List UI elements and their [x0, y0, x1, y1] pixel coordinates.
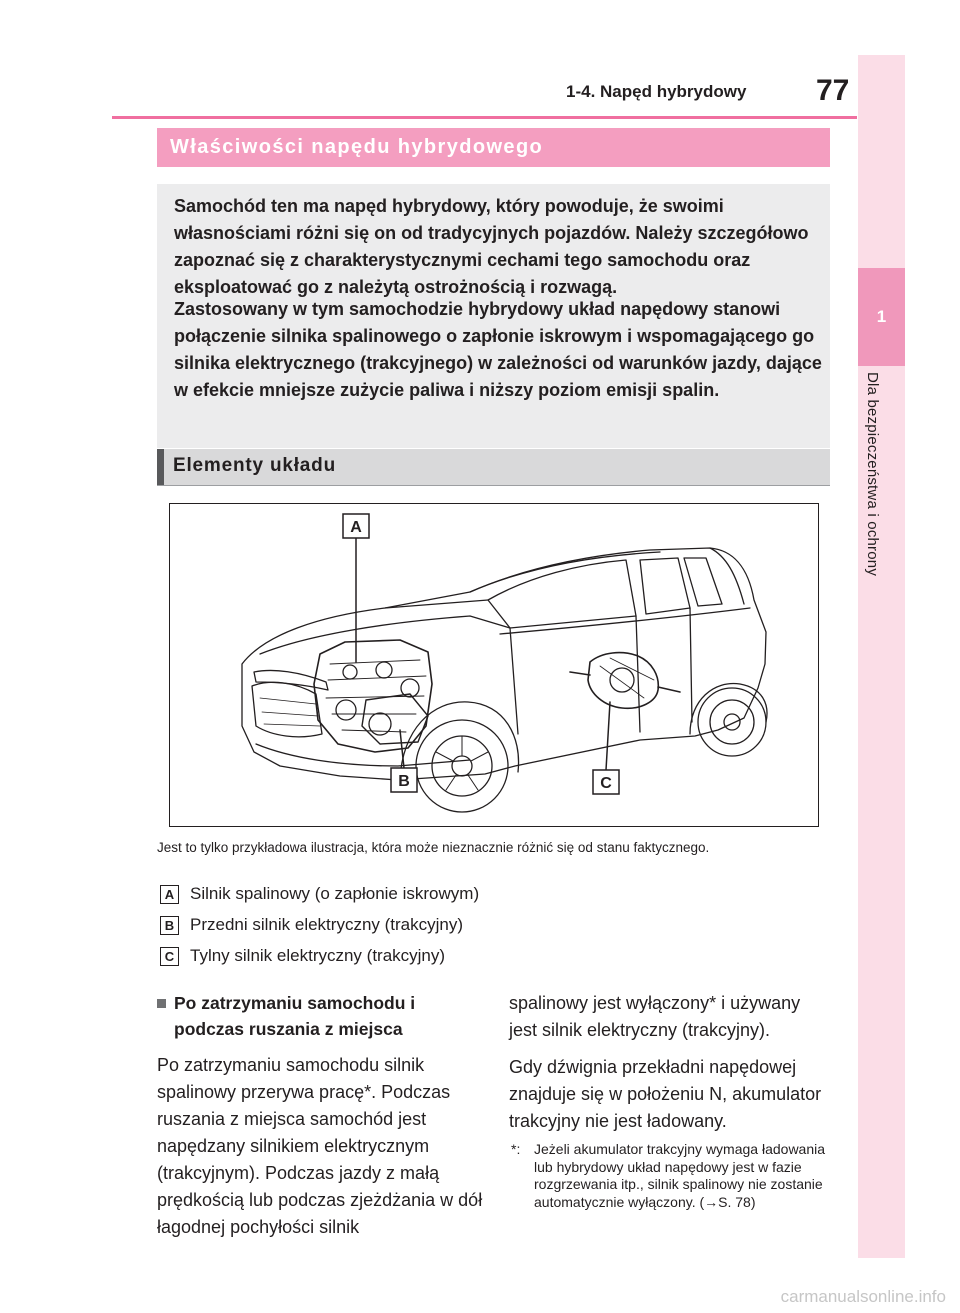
- callout-c-leader: [606, 702, 610, 770]
- callout-a: A: [350, 519, 362, 536]
- section-header: 1-4. Napęd hybrydowy: [566, 82, 747, 101]
- subsection-title: Elementy układu: [173, 455, 336, 476]
- side-windows: [488, 558, 722, 628]
- header-rule: [112, 116, 857, 119]
- legend-text-b: Przedni silnik elektryczny (trakcyjny): [190, 915, 464, 934]
- bullet-square-icon: [157, 999, 166, 1008]
- body-heading-text: Po zatrzymaniu samochodu i podczas ruszania z miejsca: [174, 993, 416, 1039]
- footnote-marker: *:: [511, 1141, 521, 1157]
- side-tab-strip: [858, 55, 905, 1258]
- hood-line: [260, 600, 510, 654]
- intro-paragraph-1: Samochód ten ma napęd hybrydowy, który powoduje, że swoimi własnościami różni się on od tradycyjnych pojazdów. Należy szczegółowo zapoznać się z charakterystycznymi cechami tego samochodu oraz eksploatować go z należytą ostrożnością i rozwagą.: [174, 196, 809, 297]
- body-heading: [157, 990, 487, 1042]
- illustration-caption: Jest to tylko przykładowa ilustracja, która może nieznacznie różnić się od stanu faktycznego.: [157, 840, 710, 855]
- body-right-column: [509, 990, 829, 1211]
- callout-b: B: [398, 773, 410, 790]
- rear-motor: [588, 653, 658, 709]
- legend-key-b: B: [160, 916, 179, 935]
- body-paragraph-1: Po zatrzymaniu samochodu silnik spalinowy przerywa pracę*. Podczas ruszania z miejsca samochód jest napędzany silnikiem elektrycznym (trakcyjnym). Podczas jazdy z małą prędkością lub podczas zjeżdżania w dół łagodnej pochyłości silnik: [157, 1055, 483, 1237]
- watermark-footer: carmanualsonline.info: [780, 1287, 946, 1306]
- legend-text-c: Tylny silnik elektryczny (trakcyjny): [190, 946, 446, 965]
- subsection-accent: [157, 449, 164, 485]
- chapter-tab[interactable]: 1: [858, 268, 905, 366]
- beltline: [500, 608, 750, 634]
- page-number: 77: [816, 74, 850, 107]
- rear-axle: [570, 672, 680, 692]
- footnote: [509, 1141, 829, 1211]
- callout-c: C: [600, 775, 612, 792]
- section-title: Właściwości napędu hybrydowego: [170, 136, 544, 158]
- intro-paragraph-2: Zastosowany w tym samochodzie hybrydowy układ napędowy stanowi połączenie silnika spalinowego o zapłonie iskrowym i wspomagającego go silnika elektrycznego (trakcyjnego) w zależności od warunków jazdy, dające w efekcie mniejsze zużycie paliwa i niższy poziom emisji spalin.: [174, 299, 822, 400]
- legend-key-c: C: [160, 947, 179, 966]
- legend-text-a: Silnik spalinowy (o zapłonie iskrowym): [190, 884, 480, 903]
- chapter-label: Dla bezpieczeństwa i ochrony: [864, 372, 881, 577]
- footnote-text: Jeżeli akumulator trakcyjny wymaga ładowania lub hybrydowy układ napędowy jest w fazie rozgrzewania itp., silnik spalinowy nie zostanie automatycznie wyłączony. (→S. 78): [534, 1141, 826, 1210]
- subsection-rule: [157, 485, 830, 486]
- legend-key-a: A: [160, 885, 179, 904]
- front-grille: [252, 682, 322, 737]
- body-paragraph-1-continued: spalinowy jest wyłączony* i używany jest silnik elektryczny (trakcyjny).: [509, 993, 801, 1040]
- hybrid-suv-illustration: [170, 504, 818, 826]
- body-paragraph-2: Gdy dźwignia przekładni napędowej znajduje się w położeniu N, akumulator trakcyjny nie jest ładowany.: [509, 1057, 822, 1131]
- rear-wheel: [698, 688, 766, 756]
- car-body-outline: [242, 548, 766, 780]
- door-lines: [510, 608, 692, 734]
- rear-wheel-arch: [690, 683, 767, 734]
- front-wheel: [416, 720, 508, 812]
- body-left-column: [157, 990, 487, 1241]
